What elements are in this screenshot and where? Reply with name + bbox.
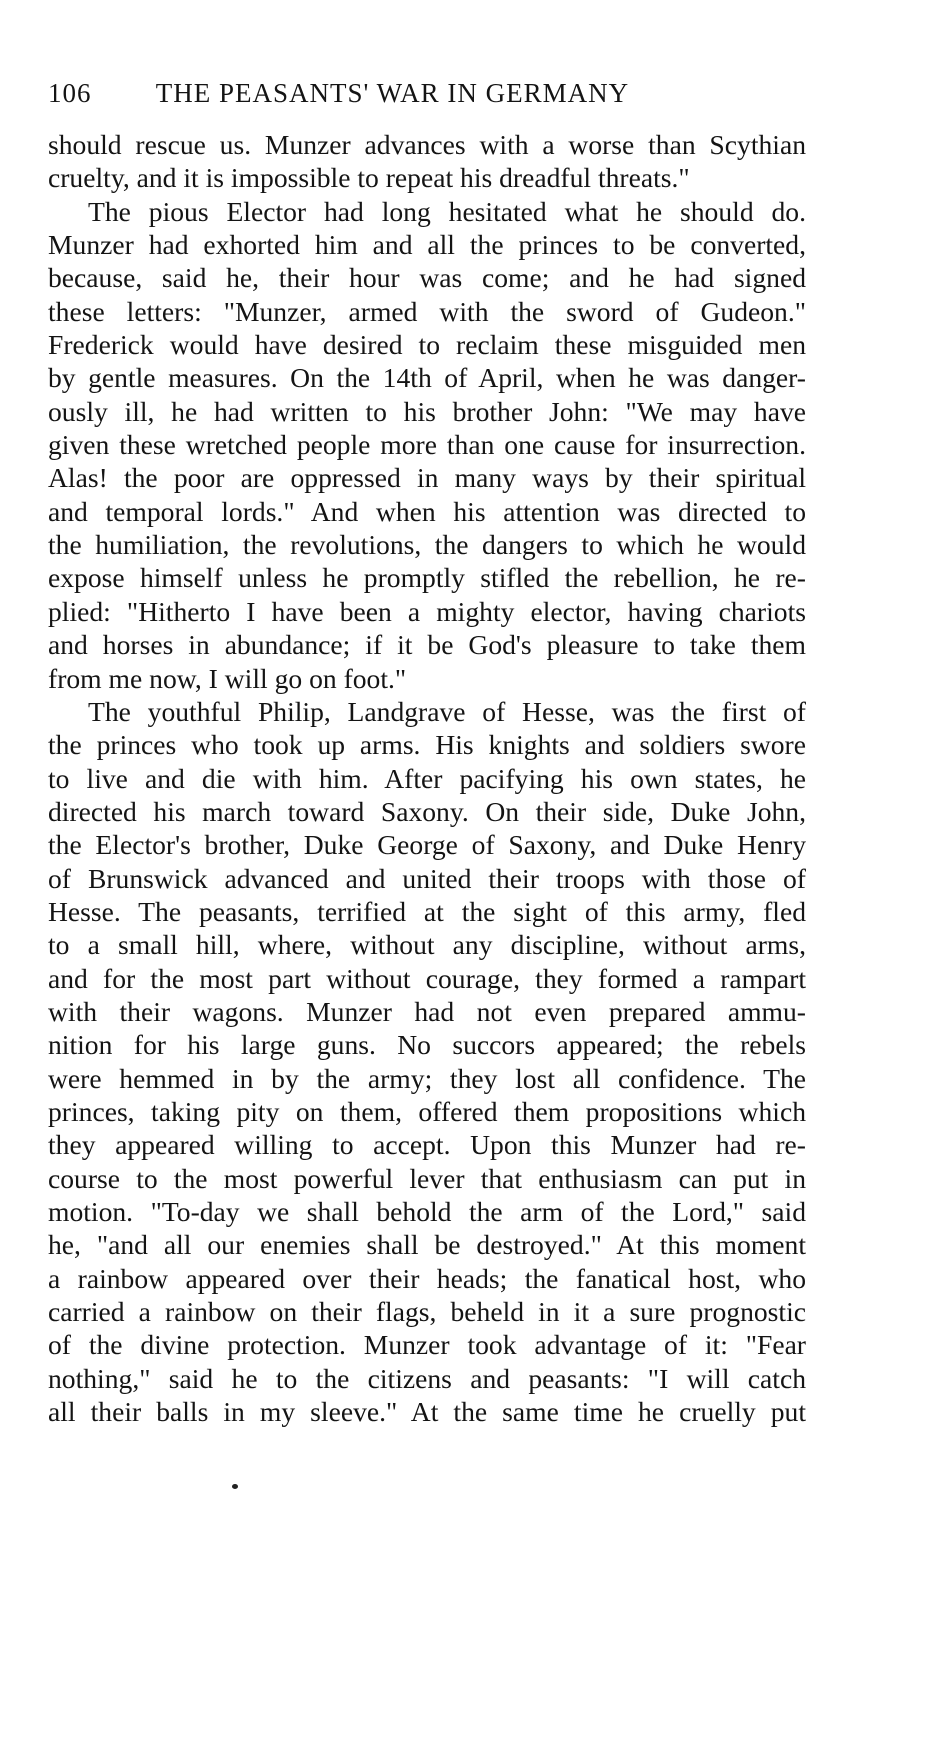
running-title: THE PEASANTS' WAR IN GERMANY <box>155 78 630 108</box>
text-line: ously ill, he had written to his brother John: "We may have <box>48 395 806 427</box>
text-line: of Brunswick advanced and united their troops with those of <box>48 862 806 894</box>
text-line: motion. "To-day we shall behold the arm of the Lord," said <box>48 1196 806 1227</box>
text-line: should rescue us. Munzer advances with a worse than Scythian <box>48 129 806 160</box>
text-line: and horses in abundance; if it be God's pleasure to take them <box>48 629 806 661</box>
text-line: plied: "Hitherto I have been a mighty elector, having chariots <box>48 595 806 627</box>
text-line: from me now, I will go on foot." <box>48 662 407 694</box>
text-line: they appeared willing to accept. Upon this Munzer had re- <box>48 1129 806 1161</box>
text-line: and for the most part without courage, they formed a rampart <box>48 962 806 994</box>
page-number: 106 <box>48 78 92 108</box>
text-line: The pious Elector had long hesitated what he should do. <box>88 195 806 227</box>
text-line: a rainbow appeared over their heads; the fanatical host, who <box>48 1262 806 1294</box>
text-line: Munzer had exhorted him and all the princes to be converted, <box>48 229 806 261</box>
text-line: of the divine protection. Munzer took advantage of it: "Fear <box>48 1329 806 1361</box>
text-line: course to the most powerful lever that enthusiasm can put in <box>48 1162 806 1194</box>
text-line: and temporal lords." And when his attention was directed to <box>48 495 806 527</box>
text-line: all their balls in my sleeve." At the same time he cruelly put <box>48 1396 806 1428</box>
ink-speck <box>232 1484 238 1489</box>
text-line: The youthful Philip, Landgrave of Hesse, was the first of <box>88 695 806 727</box>
text-line: Hesse. The peasants, terrified at the sight of this army, fled <box>48 895 806 927</box>
text-line: the humiliation, the revolutions, the dangers to which he would <box>48 529 806 561</box>
text-line: the princes who took up arms. His knights and soldiers swore <box>48 729 806 761</box>
text-line: because, said he, their hour was come; and he had signed <box>48 262 806 294</box>
text-line: directed his march toward Saxony. On their side, Duke John, <box>48 795 806 827</box>
text-line: cruelty, and it is impossible to repeat his dreadful threats." <box>48 162 690 194</box>
text-line: by gentle measures. On the 14th of April, when he was danger- <box>48 362 806 394</box>
body-text <box>48 128 806 1428</box>
running-head <box>48 78 808 118</box>
text-line: carried a rainbow on their flags, beheld in it a sure prognostic <box>48 1296 806 1328</box>
text-line: these letters: "Munzer, armed with the sword of Gudeon." <box>48 295 806 327</box>
text-line: with their wagons. Munzer had not even prepared ammu- <box>48 995 806 1027</box>
text-line: princes, taking pity on them, offered them propositions which <box>48 1095 806 1127</box>
text-line: nothing," said he to the citizens and peasants: "I will catch <box>48 1362 806 1394</box>
text-line: Frederick would have desired to reclaim these misguided men <box>48 329 806 361</box>
text-line: to live and die with him. After pacifying his own states, he <box>48 762 806 794</box>
text-line: the Elector's brother, Duke George of Saxony, and Duke Henry <box>48 829 806 861</box>
text-line: Alas! the poor are oppressed in many ways by their spiritual <box>48 462 806 494</box>
text-line: he, "and all our enemies shall be destroyed." At this moment <box>48 1229 806 1261</box>
text-line: to a small hill, where, without any discipline, without arms, <box>48 929 806 961</box>
text-line: nition for his large guns. No succors appeared; the rebels <box>48 1029 806 1061</box>
text-line: given these wretched people more than one cause for insurrection. <box>48 429 806 461</box>
text-line: expose himself unless he promptly stifled the rebellion, he re- <box>48 562 806 594</box>
text-line: were hemmed in by the army; they lost all confidence. The <box>48 1062 806 1094</box>
